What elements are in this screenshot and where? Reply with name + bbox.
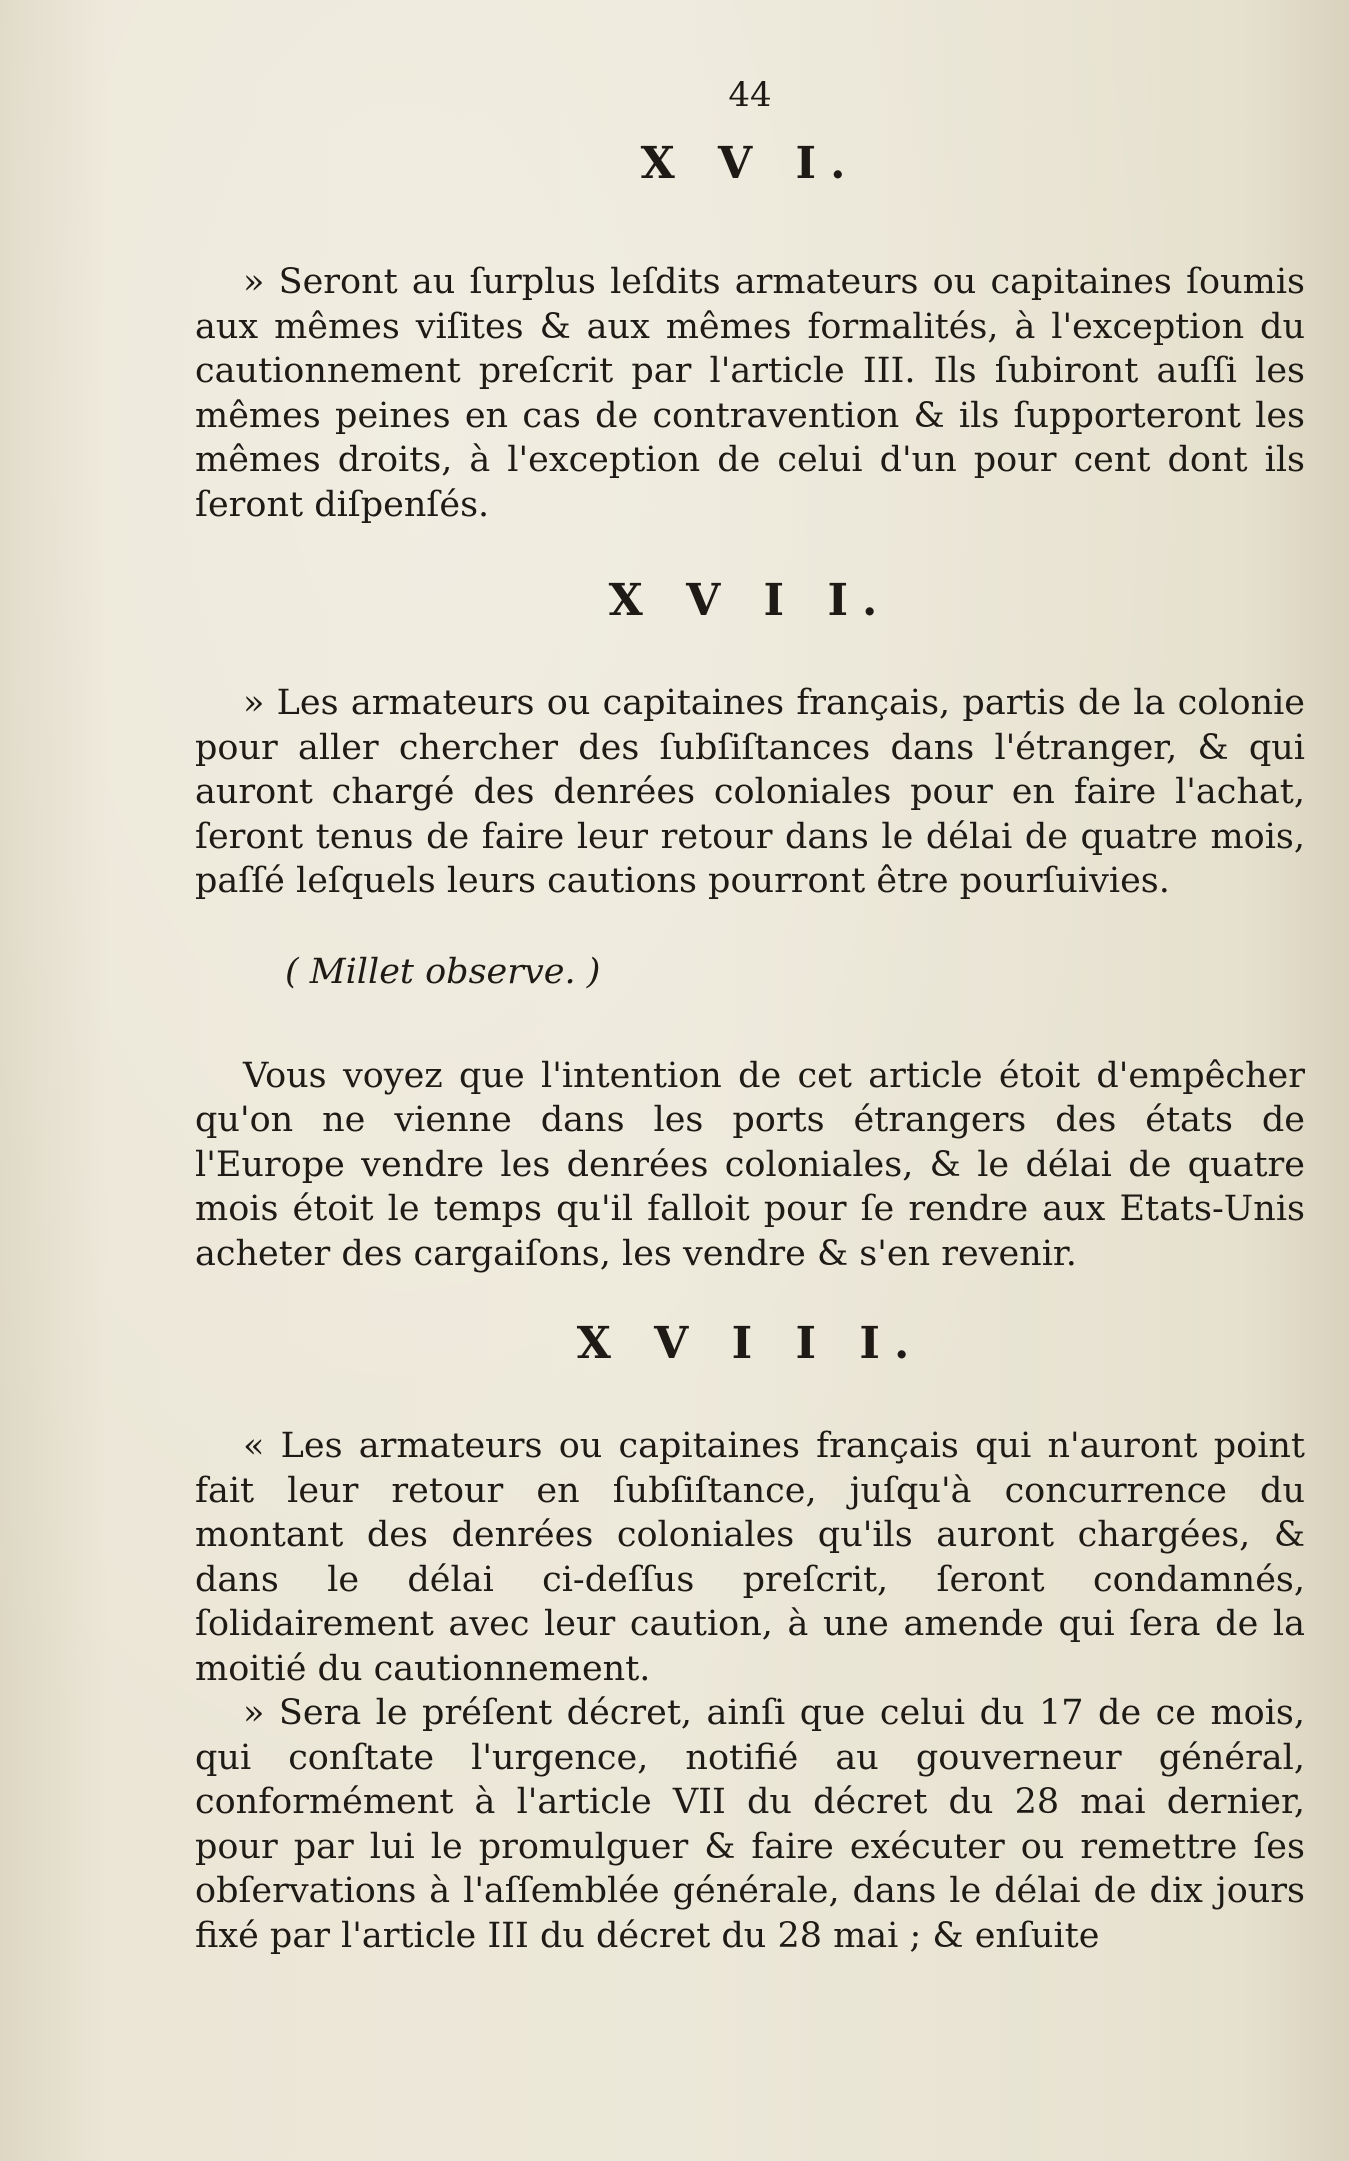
article-text-xviii: « Les armateurs ou capitaines français qui n'auront point fait leur retour en ſubſiſtance, juſqu'à concurrence du montant des denrées coloniales qu'ils auront chargées, & dans le délai ci-deſſus preſcrit, ſeront condamnés, ſolidairement avec leur caution, à une amende qui ſera de la moitié du cautionnement. [195, 1426, 1305, 1689]
article-text-xvii: » Les armateurs ou capitaines français, partis de la colonie pour aller chercher des ſubſiſtances dans l'étranger, & qui auront chargé des denrées coloniales pour en faire l'achat, ſeront tenus de faire leur retour dans le délai de quatre mois, paſſé leſquels leurs cautions pourront être pourſuivies. [195, 683, 1305, 901]
closing-decree-text: » Sera le préſent décret, ainſi que celui du 17 de ce mois, qui conſtate l'urgence, notifié au gouverneur général, conformément à l'article VII du décret du 28 mai dernier, pour par lui le promulguer & faire exécuter ou remettre ſes obſervations à l'aſſemblée générale, dans le délai de dix jours fixé par l'article III du décret du 28 mai ; & enſuite [195, 1693, 1305, 1956]
page-number: 44 [728, 75, 772, 115]
article-text-xvi: » Seront au ſurplus leſdits armateurs ou capitaines ſoumis aux mêmes viſites & aux mêmes formalités, à l'exception du cautionnement preſcrit par l'article III. Ils ſubiront auſſi les mêmes peines en cas de contravention & ils ſupporteront les mêmes droits, à l'exception de celui d'un pour cent dont ils ſeront diſpenſés. [195, 262, 1305, 525]
observation-text: Vous voyez que l'intention de cet article étoit d'empêcher qu'on ne vienne dans les ports étrangers des états de l'Europe vendre les denrées coloniales, & le délai de quatre mois étoit le temps qu'il falloit pour ſe rendre aux Etats-Unis acheter des cargaiſons, les vendre & s'en revenir. [195, 1055, 1305, 1274]
text-column [195, 70, 1305, 1958]
article-heading-xviii: X V I I I. [576, 1318, 924, 1369]
article-heading-xvi: X V I. [640, 138, 860, 189]
article-heading-xvii: X V I I. [608, 575, 892, 626]
speaker-note: ( Millet observe. ) [285, 951, 601, 992]
